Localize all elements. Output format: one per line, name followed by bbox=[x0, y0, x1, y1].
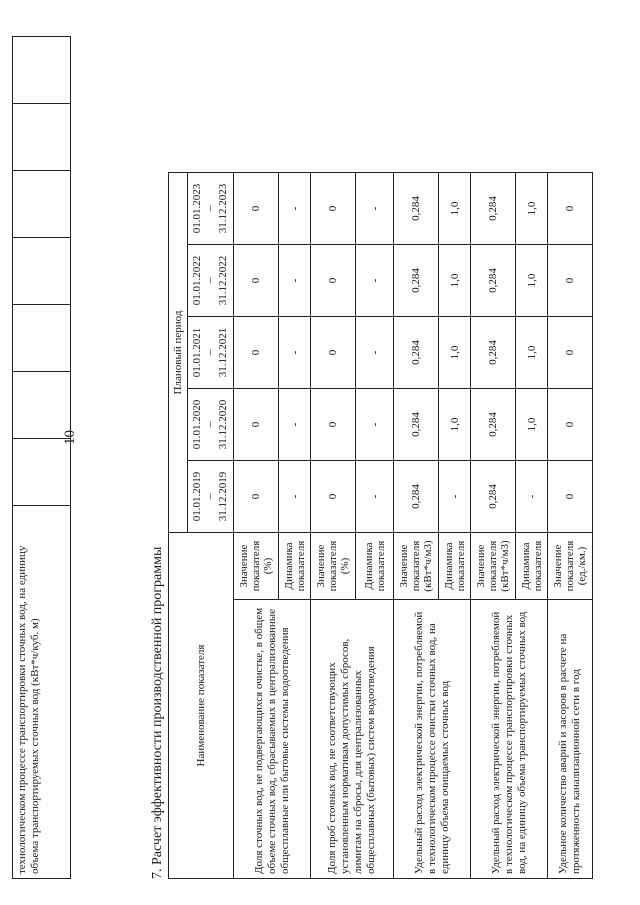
value-cell: 0 bbox=[311, 317, 356, 389]
page-number: 10 bbox=[62, 430, 78, 445]
value-cell: - bbox=[279, 173, 311, 245]
empty-cell bbox=[13, 372, 71, 439]
indicator-name: Доля сточных вод, не подвергающихся очистке, в общем объеме сточных вод, сбрасываемых в централизованные общесплавные или бытовые системы водоотведения bbox=[234, 600, 311, 879]
empty-cell bbox=[13, 37, 71, 104]
indicator-subtype: Динамика показателя bbox=[516, 533, 548, 600]
value-cell: 0,284 bbox=[394, 461, 439, 533]
indicator-subtype: Значение показателя (ед./км.) bbox=[548, 533, 593, 600]
indicator-subtype: Динамика показателя bbox=[356, 533, 394, 600]
value-cell: - bbox=[279, 461, 311, 533]
continuation-text: технологическом процессе транспортировки сточных вод, на единицу объема транспортируемых сточных вод (кВт*ч/куб. м) bbox=[13, 506, 71, 879]
empty-cell bbox=[13, 104, 71, 171]
period-header: 01.01.2022 – 31.12.2022 bbox=[188, 245, 234, 317]
indicator-subtype: Динамика показателя bbox=[439, 533, 471, 600]
empty-cell bbox=[13, 305, 71, 372]
empty-cell bbox=[13, 238, 71, 305]
value-cell: 0 bbox=[311, 173, 356, 245]
value-cell: 0 bbox=[548, 173, 593, 245]
indicator-name: Удельный расход электрической энергии, потребляемой в технологическом процессе транспортировки сточных вод, на единицу объема транспортируемых сточных вод bbox=[471, 600, 548, 879]
value-cell: 0,284 bbox=[471, 173, 516, 245]
indicator-subtype: Динамика показателя bbox=[279, 533, 311, 600]
section-title: 7. Расчет эффективности производственной программы bbox=[150, 546, 165, 879]
indicator-subtype: Значение показателя (%) bbox=[311, 533, 356, 600]
header-indicator-name: Наименование показателя bbox=[169, 533, 234, 879]
table-row bbox=[548, 173, 593, 879]
value-cell: 1,0 bbox=[439, 317, 471, 389]
value-cell: 1,0 bbox=[516, 173, 548, 245]
value-cell: 0,284 bbox=[471, 245, 516, 317]
indicator-subtype: Значение показателя (кВт*ч/м3) bbox=[471, 533, 516, 600]
empty-cell bbox=[13, 171, 71, 238]
value-cell: - bbox=[516, 461, 548, 533]
empty-cell bbox=[13, 439, 71, 506]
table-row bbox=[13, 37, 71, 879]
period-header: 01.01.2021 – 31.12.2021 bbox=[188, 317, 234, 389]
value-cell: - bbox=[356, 317, 394, 389]
value-cell: 0 bbox=[548, 461, 593, 533]
value-cell: 1,0 bbox=[516, 389, 548, 461]
indicator-name: Доля проб сточных вод, не соответствующих установленным нормативам допустимых сбросов, лимитам на сбросы, для централизованных общесплавных (бытовых) систем водоотведения bbox=[311, 600, 394, 879]
value-cell: 0 bbox=[234, 245, 279, 317]
value-cell: 0,284 bbox=[394, 389, 439, 461]
indicator-subtype: Значение показателя (%) bbox=[234, 533, 279, 600]
value-cell: 0,284 bbox=[471, 461, 516, 533]
value-cell: 0,284 bbox=[394, 173, 439, 245]
table-row bbox=[311, 173, 356, 879]
value-cell: - bbox=[439, 461, 471, 533]
value-cell: 1,0 bbox=[439, 245, 471, 317]
table-row bbox=[394, 173, 439, 879]
top-continuation-table bbox=[12, 36, 71, 879]
efficiency-table bbox=[168, 172, 593, 879]
value-cell: 0,284 bbox=[394, 317, 439, 389]
value-cell: 0,284 bbox=[394, 245, 439, 317]
value-cell: - bbox=[279, 245, 311, 317]
value-cell: 0 bbox=[548, 389, 593, 461]
indicator-name: Удельное количество аварий и засоров в расчете на протяженность канализационной сети в год bbox=[548, 600, 593, 879]
value-cell: 0,284 bbox=[471, 389, 516, 461]
value-cell: 0 bbox=[234, 173, 279, 245]
value-cell: - bbox=[356, 389, 394, 461]
value-cell: 0 bbox=[234, 461, 279, 533]
header-row bbox=[169, 173, 188, 879]
table-row bbox=[471, 173, 516, 879]
value-cell: - bbox=[356, 461, 394, 533]
value-cell: 0 bbox=[234, 317, 279, 389]
period-header: 01.01.2019 – 31.12.2019 bbox=[188, 461, 234, 533]
value-cell: 0 bbox=[311, 461, 356, 533]
value-cell: - bbox=[279, 389, 311, 461]
value-cell: - bbox=[356, 173, 394, 245]
value-cell: 0 bbox=[234, 389, 279, 461]
value-cell: 1,0 bbox=[516, 245, 548, 317]
period-header: 01.01.2020 – 31.12.2020 bbox=[188, 389, 234, 461]
indicator-name: Удельный расход электрической энергии, потребляемой в технологическом процессе очистки сточных вод, на единицу объема очищаемых сточных вод bbox=[394, 600, 471, 879]
value-cell: 1,0 bbox=[516, 317, 548, 389]
indicator-subtype: Значение показателя (кВт*ч/м3) bbox=[394, 533, 439, 600]
value-cell: 0 bbox=[548, 317, 593, 389]
period-header: 01.01.2023 – 31.12.2023 bbox=[188, 173, 234, 245]
value-cell: 0 bbox=[311, 245, 356, 317]
value-cell: - bbox=[356, 245, 394, 317]
table-row bbox=[234, 173, 279, 879]
value-cell: 1,0 bbox=[439, 173, 471, 245]
value-cell: 1,0 bbox=[439, 389, 471, 461]
value-cell: 0 bbox=[548, 245, 593, 317]
value-cell: 0 bbox=[311, 389, 356, 461]
header-plan-period: Плановый период bbox=[169, 173, 188, 533]
value-cell: - bbox=[279, 317, 311, 389]
value-cell: 0,284 bbox=[471, 317, 516, 389]
